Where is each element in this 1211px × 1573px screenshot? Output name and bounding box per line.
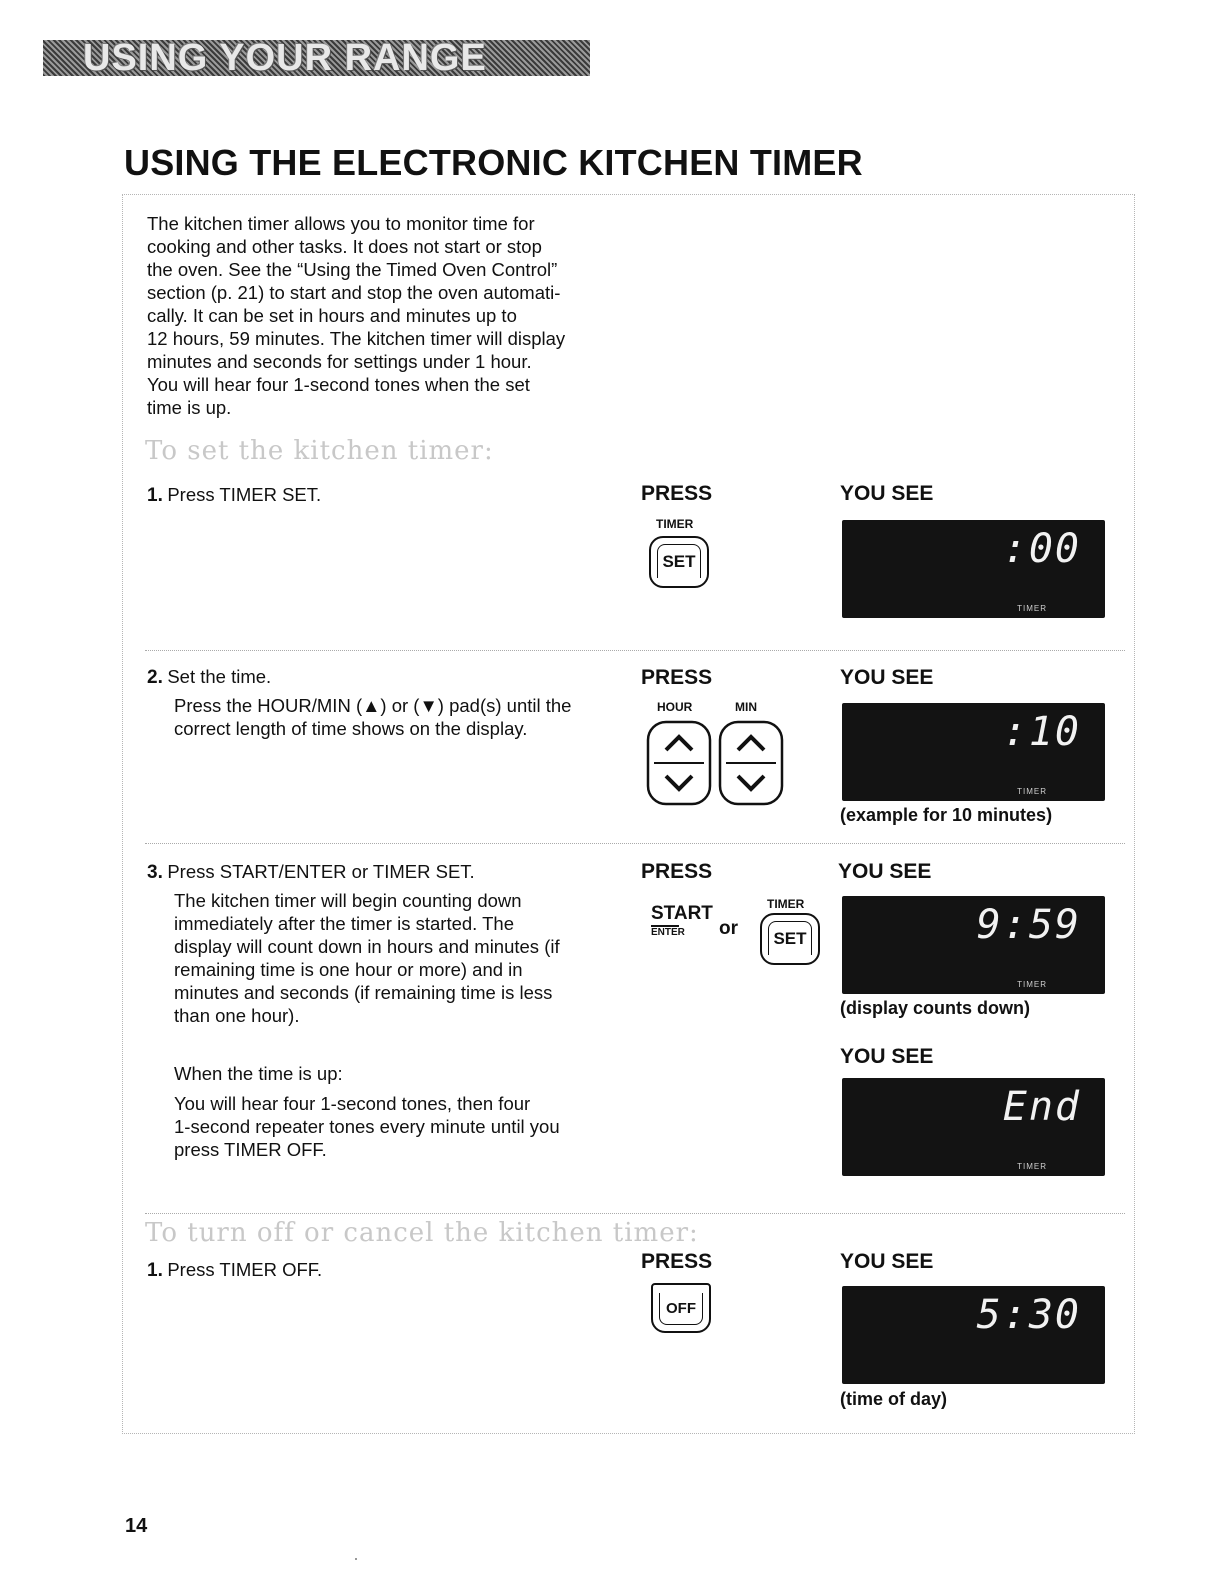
step-1 (147, 483, 321, 507)
divider (145, 843, 1125, 844)
you-see-header: YOU SEE (840, 666, 934, 689)
step-number: 3. (147, 862, 163, 883)
step-2 (147, 665, 271, 689)
step-number: 1. (147, 485, 163, 506)
off-label: OFF (659, 1293, 703, 1325)
step-text: Press TIMER SET. (167, 484, 322, 505)
hour-pad[interactable] (648, 722, 710, 804)
intro-line: cally. It can be set in hours and minutes up to (147, 305, 517, 326)
timer-label: TIMER (656, 517, 694, 531)
min-label: MIN (735, 700, 757, 714)
press-header: PRESS (641, 860, 713, 883)
detail-line: press TIMER OFF. (174, 1139, 327, 1160)
detail-line: Press the HOUR/MIN (▲) or (▼) pad(s) until the (174, 695, 572, 716)
detail-line: You will hear four 1-second tones, then four (174, 1093, 531, 1114)
display-timer-label: TIMER (1017, 1162, 1047, 1171)
detail-line: than one hour). (174, 1005, 300, 1026)
page-title: USING THE ELECTRONIC KITCHEN TIMER (124, 142, 863, 183)
detail-line: minutes and seconds (if remaining time is less (174, 982, 553, 1003)
start-label: START (651, 903, 713, 924)
display-timer-label: TIMER (1017, 980, 1047, 989)
detail-line: The kitchen timer will begin counting down (174, 890, 522, 911)
detail-line: immediately after the timer is started. The (174, 913, 514, 934)
press-header: PRESS (641, 1250, 713, 1273)
detail-line: correct length of time shows on the display. (174, 718, 528, 739)
display-digits: :10 (1002, 709, 1081, 755)
set-label: SET (657, 544, 701, 578)
display-digits: 9:59 (976, 902, 1081, 948)
detail-line: remaining time is one hour or more) and in (174, 959, 523, 980)
min-pad[interactable] (720, 722, 782, 804)
display-step3 (842, 896, 1105, 994)
page-number: 14 (125, 1515, 148, 1537)
step-3-detail (174, 889, 614, 1027)
step-number: 1. (147, 1260, 163, 1281)
display-digits: :00 (1002, 526, 1081, 572)
display-timer-label: TIMER (1017, 604, 1047, 613)
start-enter-button[interactable] (651, 904, 713, 939)
timer-off-button[interactable] (651, 1283, 711, 1333)
display-caption: (display counts down) (840, 998, 1031, 1018)
intro-line: The kitchen timer allows you to monitor time for (147, 213, 535, 234)
scan-speck (355, 1558, 357, 1560)
step-number: 2. (147, 667, 163, 688)
display-end (842, 1078, 1105, 1176)
intro-line: section (p. 21) to start and stop the oven automati- (147, 282, 561, 303)
timer-set-button[interactable] (760, 913, 820, 965)
display-step2 (842, 703, 1105, 801)
intro-line: You will hear four 1-second tones when the set (147, 374, 530, 395)
intro-line: minutes and seconds for settings under 1 hour. (147, 351, 532, 372)
banner-text: USING YOUR RANGE (83, 40, 487, 76)
press-header: PRESS (641, 666, 713, 689)
display-caption: (example for 10 minutes) (840, 805, 1053, 825)
display-digits: 5:30 (976, 1292, 1081, 1338)
enter-label: ENTER (651, 927, 685, 938)
divider (145, 650, 1125, 651)
time-up-heading: When the time is up: (174, 1063, 343, 1084)
detail-line: 1-second repeater tones every minute until you (174, 1116, 560, 1137)
timer-set-button[interactable] (649, 536, 709, 588)
intro-line: cooking and other tasks. It does not start or stop (147, 236, 542, 257)
divider (145, 1213, 1125, 1214)
display-digits: End (1002, 1084, 1081, 1130)
hour-min-pads (646, 720, 786, 806)
intro-paragraph (147, 212, 627, 419)
set-label: SET (768, 921, 812, 955)
you-see-header: YOU SEE (840, 1045, 934, 1068)
display-timer-label: TIMER (1017, 787, 1047, 796)
step-text: Press START/ENTER or TIMER SET. (167, 861, 475, 882)
step-text: Press TIMER OFF. (167, 1259, 323, 1280)
intro-line: the oven. See the “Using the Timed Oven Control” (147, 259, 558, 280)
section-banner (43, 40, 590, 76)
hour-label: HOUR (657, 700, 693, 714)
or-text: or (719, 918, 738, 939)
press-header: PRESS (641, 482, 713, 505)
step-text: Set the time. (167, 666, 272, 687)
cancel-timer-heading: To turn off or cancel the kitchen timer: (145, 1218, 699, 1248)
step-2-detail (174, 694, 614, 740)
set-timer-heading: To set the kitchen timer: (145, 436, 494, 466)
timer-label: TIMER (767, 897, 805, 911)
you-see-header: YOU SEE (838, 860, 932, 883)
you-see-header: YOU SEE (840, 482, 934, 505)
step-3 (147, 860, 475, 884)
intro-line: 12 hours, 59 minutes. The kitchen timer will display (147, 328, 566, 349)
intro-line: time is up. (147, 397, 232, 418)
display-time-of-day (842, 1286, 1105, 1384)
display-caption: (time of day) (840, 1389, 948, 1409)
cancel-step-1 (147, 1258, 322, 1282)
display-step1 (842, 520, 1105, 618)
you-see-header: YOU SEE (840, 1250, 934, 1273)
time-up-text (174, 1092, 614, 1161)
detail-line: display will count down in hours and minutes (if (174, 936, 560, 957)
